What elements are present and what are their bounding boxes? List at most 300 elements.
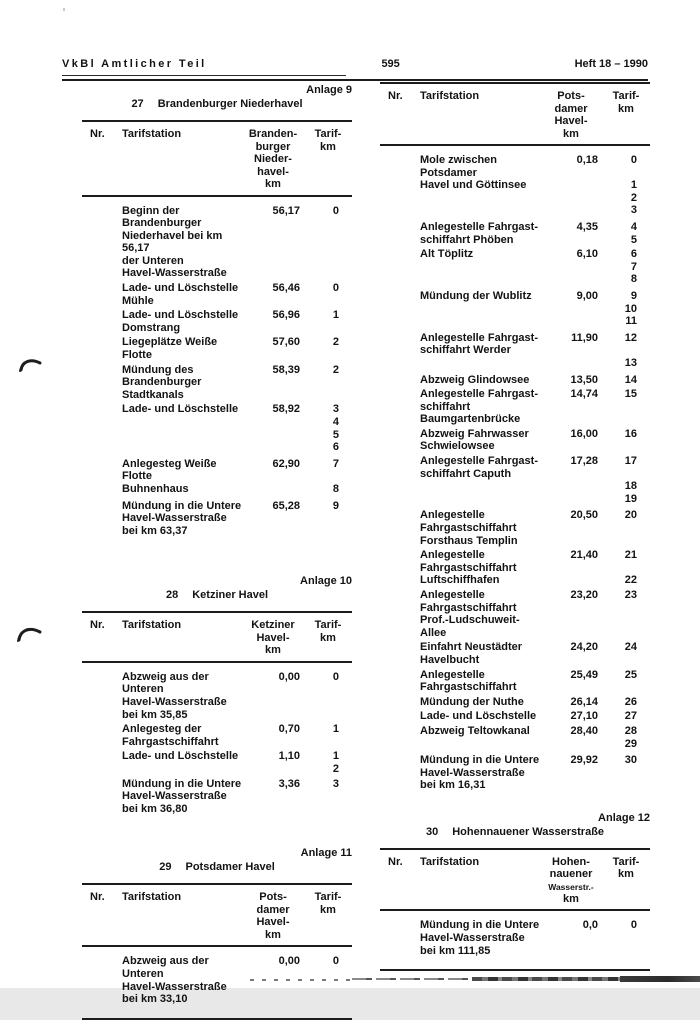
table-row bbox=[82, 309, 352, 334]
nr-cell bbox=[380, 641, 420, 666]
nr-cell bbox=[82, 336, 122, 361]
nr-cell bbox=[82, 205, 122, 281]
tarif-value: 8 bbox=[332, 482, 339, 495]
table-row bbox=[380, 725, 650, 750]
station-line: bei km 111,85 bbox=[420, 944, 491, 957]
station-cell bbox=[420, 725, 540, 750]
nr-cell bbox=[380, 509, 420, 547]
tarif-cell bbox=[602, 154, 650, 217]
km-header-line: Havel- bbox=[554, 115, 588, 127]
tarif-header-line: km bbox=[320, 631, 336, 644]
nr-cell bbox=[82, 364, 122, 402]
right-column bbox=[380, 82, 650, 971]
tarif-cell bbox=[304, 336, 352, 361]
tarif-cell bbox=[602, 374, 650, 387]
nr-cell bbox=[380, 455, 420, 505]
tarif-cell bbox=[602, 696, 650, 709]
table-row bbox=[380, 549, 650, 587]
column-header-nr: Nr. bbox=[388, 855, 403, 868]
station-line: Mündung der Wublitz bbox=[420, 289, 532, 302]
km-value: 57,60 bbox=[272, 336, 300, 349]
km-value: 26,14 bbox=[570, 695, 598, 708]
tarif-cell bbox=[602, 509, 650, 547]
column-header-tarif bbox=[304, 128, 352, 191]
scan-noise-strip bbox=[352, 978, 472, 980]
tarif-cell bbox=[304, 458, 352, 496]
km-value: 56,17 bbox=[272, 204, 300, 217]
anlage-label: Anlage 12 bbox=[598, 811, 650, 824]
tarif-cell bbox=[602, 669, 650, 694]
nr-cell bbox=[380, 696, 420, 709]
anlage-label: Anlage 9 bbox=[306, 84, 352, 96]
station-line: Lade- und Löschstelle bbox=[122, 309, 239, 322]
column-header-km bbox=[242, 619, 304, 657]
station-cell bbox=[122, 403, 242, 453]
station-cell bbox=[420, 332, 540, 370]
scan-noise-strip bbox=[250, 979, 350, 981]
table-row bbox=[380, 455, 650, 505]
station-cell bbox=[420, 710, 540, 723]
nr-cell bbox=[380, 549, 420, 587]
tarif-value bbox=[602, 468, 637, 481]
station-line: Lade- und Löschstelle bbox=[122, 282, 239, 295]
station-line: Havel-Wasserstraße bbox=[122, 790, 227, 803]
km-header-line: havel- bbox=[257, 165, 289, 178]
km-value: 65,28 bbox=[272, 499, 300, 512]
tarif-value: 16 bbox=[624, 427, 637, 440]
table-row bbox=[380, 919, 650, 957]
station-line: Havel-Wasserstraße bbox=[420, 932, 525, 944]
tarif-value: 19 bbox=[624, 492, 637, 505]
km-header-line: km bbox=[265, 644, 281, 657]
table-rule-bottom bbox=[82, 1018, 352, 1020]
station-cell bbox=[420, 221, 540, 246]
tarif-value: 0 bbox=[630, 919, 637, 932]
section-number: 29 bbox=[159, 861, 172, 874]
station-line: Schwielowsee bbox=[420, 440, 495, 453]
tarif-value: 4 bbox=[630, 220, 637, 233]
station-cell bbox=[122, 364, 242, 402]
section-potsdamer-forts bbox=[380, 82, 650, 804]
station-line: Liegeplätze Weiße Flotte bbox=[122, 336, 218, 362]
station-cell bbox=[122, 309, 242, 334]
tarif-value: 18 bbox=[624, 480, 637, 493]
tarif-cell bbox=[602, 919, 650, 957]
km-value: 9,00 bbox=[576, 289, 598, 302]
km-value: 3,36 bbox=[278, 777, 300, 790]
table-row bbox=[380, 332, 650, 370]
km-value: 21,40 bbox=[570, 549, 598, 562]
table-header-row bbox=[380, 84, 650, 144]
station-line: Domstrang bbox=[122, 321, 181, 334]
tarif-value: 4 bbox=[332, 416, 339, 428]
station-line: Fahrgastschiffahrt bbox=[122, 735, 219, 748]
tarif-header-line: km bbox=[618, 102, 634, 115]
station-line: Abzweig Teltowkanal bbox=[420, 724, 530, 737]
station-line: Havel-Wasserstraße bbox=[122, 696, 227, 709]
km-value: 1,10 bbox=[278, 750, 300, 763]
tarif-value: 2 bbox=[630, 191, 637, 204]
station-line: Havel-Wasserstraße bbox=[122, 267, 227, 280]
tarif-value: 15 bbox=[624, 388, 637, 401]
table-body bbox=[380, 146, 650, 804]
station-line: Buhnenhaus bbox=[122, 482, 189, 495]
section-heading bbox=[82, 861, 352, 874]
tarif-value: 24 bbox=[624, 641, 637, 654]
table-row bbox=[380, 509, 650, 547]
table-row bbox=[82, 282, 352, 307]
km-header-line: Wasserstr.- bbox=[548, 881, 594, 892]
station-line: Mündung in die Untere bbox=[420, 919, 540, 932]
tarif-cell bbox=[602, 710, 650, 723]
tarif-value: 1 bbox=[332, 723, 339, 736]
km-value: 28,40 bbox=[570, 724, 598, 737]
tariff-table bbox=[380, 848, 650, 971]
station-line: Luftschiffhafen bbox=[420, 574, 500, 587]
km-value: 0,00 bbox=[278, 670, 300, 683]
station-line: Abzweig aus der Unteren bbox=[122, 670, 209, 696]
tarif-cell bbox=[304, 723, 352, 748]
table-row bbox=[82, 671, 352, 721]
nr-cell bbox=[82, 403, 122, 453]
tarif-cell bbox=[602, 549, 650, 587]
station-line: bei km 16,31 bbox=[420, 779, 486, 792]
station-line: Prof.-Ludschuweit-Allee bbox=[420, 614, 520, 639]
km-value: 4,35 bbox=[576, 220, 598, 233]
section-name: Brandenburger Niederhavel bbox=[157, 98, 303, 110]
tarif-value: 10 bbox=[624, 302, 637, 315]
nr-cell bbox=[380, 332, 420, 370]
column-header-km bbox=[242, 891, 304, 941]
tarif-header-line: Tarif- bbox=[314, 128, 342, 140]
tarif-value: 11 bbox=[625, 315, 637, 328]
section-number: 27 bbox=[131, 98, 144, 110]
table-row bbox=[380, 754, 650, 792]
km-value: 27,10 bbox=[570, 710, 598, 723]
table-row bbox=[380, 290, 650, 328]
tarif-value: 23 bbox=[624, 589, 637, 601]
station-line: Stadtkanals bbox=[122, 388, 184, 401]
table-header-row bbox=[82, 613, 352, 661]
table-header-row bbox=[380, 850, 650, 910]
nr-cell bbox=[82, 723, 122, 748]
km-header-line: Hohen- bbox=[552, 855, 590, 868]
station-line: Abzweig aus der Unteren bbox=[122, 955, 209, 980]
table-header-row bbox=[82, 885, 352, 945]
table-body bbox=[82, 197, 352, 550]
table-row bbox=[380, 221, 650, 246]
tarif-cell bbox=[304, 205, 352, 281]
station-cell bbox=[420, 455, 540, 505]
header-rule bbox=[62, 79, 648, 81]
nr-cell bbox=[82, 500, 122, 538]
km-value: 23,20 bbox=[570, 589, 598, 601]
section-number: 30 bbox=[425, 825, 439, 838]
nr-cell bbox=[82, 458, 122, 496]
km-value: 0,0 bbox=[582, 919, 598, 932]
km-value: 25,49 bbox=[570, 668, 598, 681]
tarif-value: 1 bbox=[630, 179, 637, 192]
km-header-line: Havel- bbox=[256, 916, 290, 929]
tarif-cell bbox=[304, 778, 352, 816]
tarif-value: 20 bbox=[624, 509, 637, 522]
tarif-value: 2 bbox=[332, 763, 339, 775]
station-line: schiffahrt Caputh bbox=[420, 467, 512, 480]
station-line: Fahrgastschiffahrt bbox=[420, 561, 517, 574]
km-header-line: km bbox=[563, 892, 579, 905]
scan-speck bbox=[63, 8, 65, 11]
station-cell bbox=[122, 336, 242, 361]
station-cell bbox=[122, 458, 242, 496]
section-number: 28 bbox=[165, 589, 179, 602]
km-value: 0,00 bbox=[278, 955, 300, 968]
station-line: der Unteren bbox=[122, 254, 184, 267]
column-header-tarif bbox=[602, 856, 650, 906]
station-line: bei km 36,80 bbox=[122, 802, 188, 815]
section-heading bbox=[380, 826, 650, 839]
tarif-cell bbox=[304, 500, 352, 538]
tarif-cell bbox=[602, 428, 650, 453]
left-column bbox=[82, 84, 352, 1020]
scan-noise-strip bbox=[620, 976, 700, 982]
station-line: Brandenburger bbox=[122, 376, 202, 389]
section-name: Ketziner Havel bbox=[192, 589, 269, 602]
nr-cell bbox=[380, 290, 420, 328]
station-cell bbox=[420, 919, 540, 957]
nr-cell bbox=[380, 428, 420, 453]
station-cell bbox=[420, 154, 540, 217]
page-number: 595 bbox=[381, 58, 400, 70]
station-line: bei km 35,85 bbox=[122, 708, 188, 721]
table-row bbox=[82, 403, 352, 453]
km-header-line: Branden- bbox=[248, 128, 298, 140]
station-cell bbox=[420, 248, 540, 286]
station-cell bbox=[420, 754, 540, 792]
page-header bbox=[62, 58, 648, 70]
tarif-value: 9 bbox=[332, 499, 339, 512]
nr-cell bbox=[82, 309, 122, 334]
km-value: 16,00 bbox=[570, 427, 598, 440]
station-line: bei km 33,10 bbox=[122, 993, 188, 1006]
tarif-cell bbox=[304, 671, 352, 721]
km-header-line: km bbox=[563, 127, 579, 140]
table-row bbox=[82, 778, 352, 816]
km-value: 14,74 bbox=[570, 388, 598, 401]
table-row bbox=[380, 248, 650, 286]
column-header-station: Tarifstation bbox=[420, 90, 480, 102]
column-header-nr: Nr. bbox=[388, 90, 403, 102]
station-line: Anlegesteg der bbox=[122, 723, 202, 736]
tarif-value: 25 bbox=[624, 668, 637, 681]
km-header-line: Ketziner bbox=[251, 619, 295, 632]
tarif-value: 6 bbox=[332, 441, 339, 454]
station-line: Fahrgastschiffahrt bbox=[420, 681, 517, 694]
station-line: schiffahrt Werder bbox=[420, 344, 511, 357]
table-row bbox=[82, 205, 352, 281]
station-cell bbox=[122, 778, 242, 816]
station-line: Havel-Wasserstraße bbox=[420, 766, 525, 779]
km-header-line: km bbox=[265, 178, 281, 190]
km-value: 6,10 bbox=[576, 248, 598, 261]
tarif-value bbox=[602, 344, 637, 357]
table-row bbox=[380, 388, 650, 426]
tarif-value: 8 bbox=[630, 273, 637, 286]
tarif-cell bbox=[602, 455, 650, 505]
station-line: Baumgartenbrücke bbox=[420, 413, 521, 426]
station-cell bbox=[420, 669, 540, 694]
km-value: 24,20 bbox=[570, 641, 598, 654]
station-line: Mündung des bbox=[122, 363, 194, 376]
tarif-cell bbox=[602, 248, 650, 286]
scan-mark-crescent bbox=[18, 356, 44, 381]
km-header-line: burger bbox=[255, 140, 291, 153]
nr-cell bbox=[380, 221, 420, 246]
station-line: Alt Töplitz bbox=[420, 248, 474, 261]
nr-cell bbox=[380, 754, 420, 792]
nr-cell bbox=[82, 671, 122, 721]
tariff-table bbox=[82, 611, 352, 827]
tarif-cell bbox=[304, 750, 352, 775]
nr-cell bbox=[82, 750, 122, 775]
station-cell bbox=[122, 723, 242, 748]
tarif-value: 0 bbox=[332, 670, 339, 683]
tarif-header-line: Tarif- bbox=[314, 619, 342, 632]
table-row bbox=[82, 364, 352, 402]
tarif-value: 3 bbox=[332, 403, 339, 416]
tarif-value: 5 bbox=[630, 233, 637, 246]
station-line: Mündung in die Untere bbox=[122, 499, 242, 512]
tarif-value bbox=[602, 167, 637, 180]
km-header-line: Pots- bbox=[557, 90, 585, 102]
station-line: Fahrgastschiffahrt bbox=[420, 601, 517, 614]
column-header-nr: Nr. bbox=[90, 128, 105, 140]
station-line: Einfahrt Neustädter bbox=[420, 641, 523, 654]
tarif-value: 17 bbox=[624, 455, 637, 468]
km-value: 29,92 bbox=[570, 754, 598, 767]
issue-info: Heft 18 – 1990 bbox=[574, 58, 648, 70]
tarif-value: 30 bbox=[624, 754, 637, 767]
station-line: Niederhavel bei km 56,17 bbox=[122, 229, 223, 255]
nr-cell bbox=[380, 248, 420, 286]
section-heading bbox=[82, 98, 352, 111]
table-header-row bbox=[82, 122, 352, 195]
tarif-value: 13 bbox=[624, 356, 637, 369]
table-row bbox=[380, 696, 650, 709]
station-line: Forsthaus Templin bbox=[420, 534, 518, 547]
table-row bbox=[380, 589, 650, 639]
tarif-value: 2 bbox=[332, 336, 339, 349]
column-header-km bbox=[242, 128, 304, 191]
station-cell bbox=[420, 696, 540, 709]
table-row bbox=[380, 374, 650, 387]
table-row bbox=[380, 710, 650, 723]
station-line: Abzweig Fahrwasser bbox=[420, 427, 529, 440]
station-line: Mündung in die Untere bbox=[420, 754, 540, 767]
tarif-cell bbox=[602, 290, 650, 328]
station-line: Mündung der Nuthe bbox=[420, 695, 524, 708]
nr-cell bbox=[380, 710, 420, 723]
station-cell bbox=[420, 589, 540, 639]
tarif-header-line: km bbox=[618, 868, 634, 881]
section-heading bbox=[82, 589, 352, 602]
tariff-table bbox=[82, 120, 352, 549]
tarif-value: 26 bbox=[624, 695, 637, 708]
station-cell bbox=[420, 290, 540, 328]
table-row bbox=[82, 458, 352, 496]
tarif-value: 0 bbox=[332, 282, 339, 295]
km-header-line: damer bbox=[256, 903, 290, 916]
station-line: Anlegestelle bbox=[420, 509, 485, 522]
station-line: Anlegestelle bbox=[420, 589, 485, 601]
nr-cell bbox=[82, 955, 122, 1005]
column-header-km bbox=[540, 90, 602, 140]
nr-cell bbox=[82, 778, 122, 816]
column-header-tarif bbox=[304, 619, 352, 657]
tarif-value bbox=[602, 562, 637, 575]
tariff-table bbox=[82, 883, 352, 1019]
tarif-cell bbox=[304, 403, 352, 453]
tarif-cell bbox=[602, 641, 650, 666]
tarif-value: 12 bbox=[624, 331, 637, 344]
tarif-cell bbox=[602, 725, 650, 750]
km-header-line: Nieder- bbox=[254, 153, 292, 165]
station-line: Mühle bbox=[122, 294, 154, 307]
table-body bbox=[380, 911, 650, 969]
station-line: Havelbucht bbox=[420, 653, 480, 666]
column-header-km bbox=[540, 856, 602, 906]
nr-cell bbox=[380, 725, 420, 750]
tarif-value: 14 bbox=[624, 373, 637, 386]
station-cell bbox=[420, 549, 540, 587]
station-cell bbox=[420, 509, 540, 547]
km-value: 62,90 bbox=[272, 457, 300, 470]
station-cell bbox=[122, 282, 242, 307]
table-row bbox=[82, 500, 352, 538]
tarif-header-line: Tarif- bbox=[314, 891, 342, 904]
station-line: Lade- und Löschstelle bbox=[122, 750, 239, 763]
station-cell bbox=[420, 374, 540, 387]
table-row bbox=[82, 336, 352, 361]
station-cell bbox=[420, 388, 540, 426]
tarif-value: 1 bbox=[332, 309, 339, 322]
column-header-station: Tarifstation bbox=[122, 128, 182, 140]
km-header-line: Pots- bbox=[259, 891, 287, 904]
column-header-tarif bbox=[602, 90, 650, 140]
km-header-line: nauener bbox=[549, 868, 593, 881]
km-value: 56,46 bbox=[272, 282, 300, 295]
section-anlage10 bbox=[82, 575, 352, 827]
station-line: schiffahrt bbox=[420, 400, 471, 413]
tarif-value: 3 bbox=[332, 777, 339, 790]
tarif-header-line: km bbox=[320, 140, 336, 153]
station-cell bbox=[122, 671, 242, 721]
station-line: Havel-Wasserstraße bbox=[122, 980, 227, 993]
km-header-line: km bbox=[265, 928, 281, 941]
tarif-value: 0 bbox=[332, 955, 339, 968]
station-line: Fahrgastschiffahrt bbox=[420, 522, 517, 535]
table-row bbox=[380, 669, 650, 694]
table-row bbox=[380, 428, 650, 453]
tarif-header-line: km bbox=[320, 903, 336, 916]
station-line: Havel-Wasserstraße bbox=[122, 512, 227, 525]
tariff-table bbox=[380, 82, 650, 804]
nr-cell bbox=[380, 669, 420, 694]
station-line: Beginn der Brandenburger bbox=[122, 204, 202, 230]
km-value: 20,50 bbox=[570, 509, 598, 522]
station-line: Abzweig Glindowsee bbox=[420, 373, 530, 386]
station-line: Lade- und Löschstelle bbox=[122, 403, 239, 416]
km-value: 0,70 bbox=[278, 723, 300, 736]
